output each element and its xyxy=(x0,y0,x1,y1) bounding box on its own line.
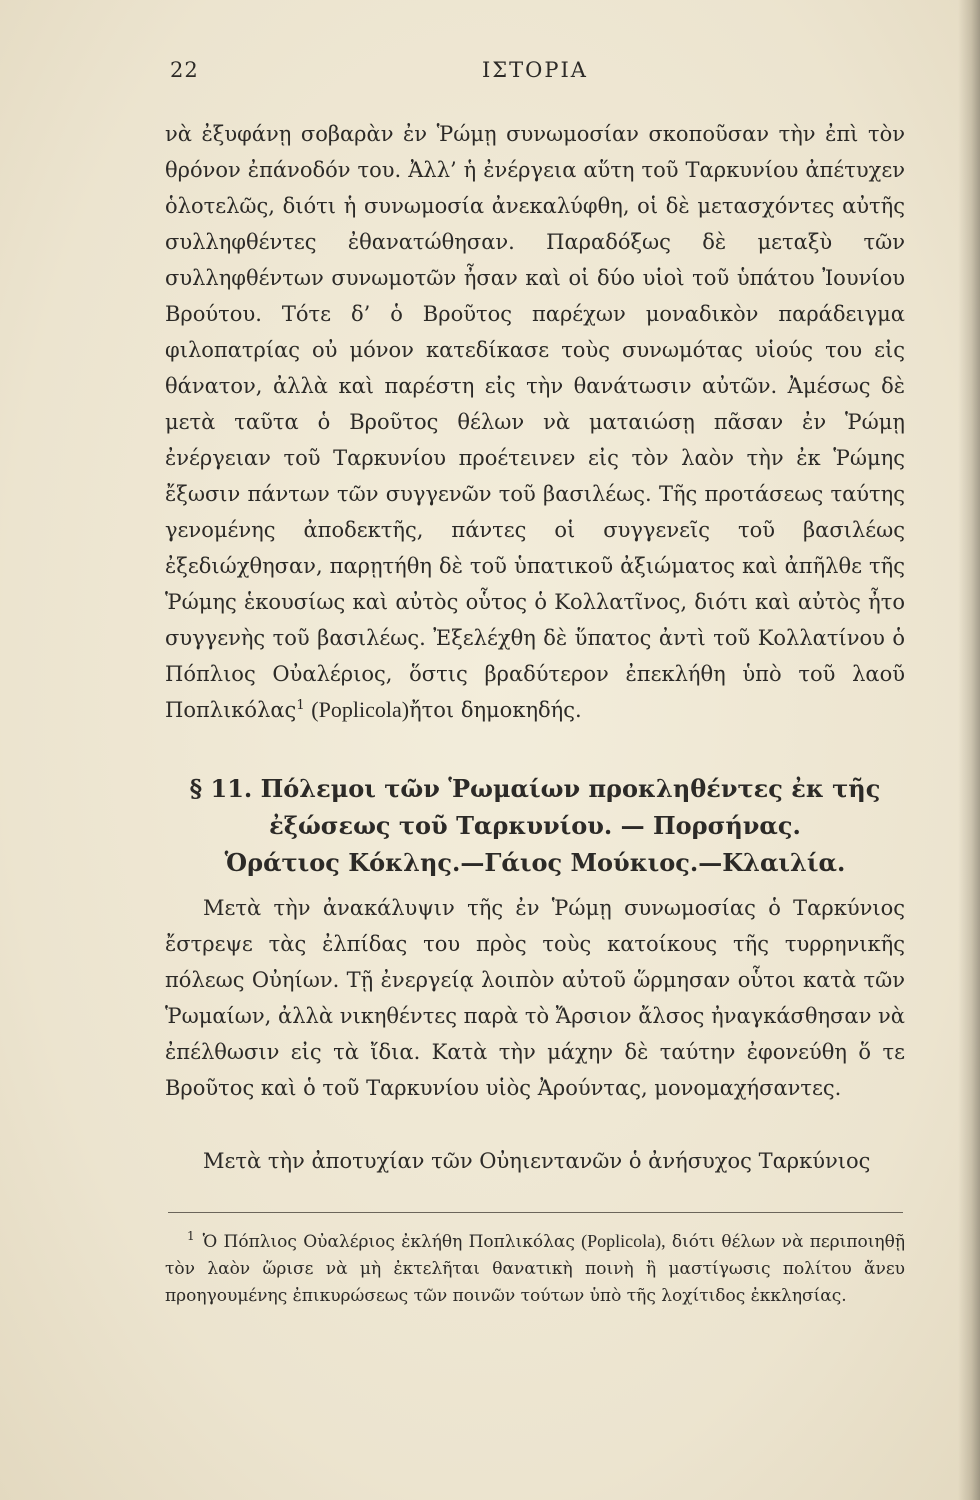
section-heading-line-1: § 11. Πόλεμοι τῶν Ῥωμαίων προκληθέντες ἐκ τῆς xyxy=(189,774,881,803)
footnote-marker: 1 xyxy=(187,1229,195,1244)
page-edge-shadow xyxy=(958,0,980,1500)
section-heading-line-2: ἐξώσεως τοῦ Ταρκυνίου. — Πορσήνας. xyxy=(269,811,801,840)
footnote-divider xyxy=(168,1212,903,1213)
page-header xyxy=(165,58,905,98)
footnote-text-start: Ὁ Πόπλιος Οὐαλέριος ἐκλήθη Ποπλικόλας xyxy=(202,1232,575,1252)
paragraph-1 xyxy=(165,116,905,728)
paragraph-2: Μετὰ τὴν ἀνακάλυψιν τῆς ἐν Ῥώμῃ συνωμοσίας ὁ Ταρκύνιος ἔστρεψε τὰς ἐλπίδας του πρὸς τοὺς κατοίκους τῆς τυρρηνικῆς πόλεως Οὐηίων. Τῇ ἐνεργείᾳ λοιπὸν αὐτοῦ ὥρμησαν οὗτοι κατὰ τῶν Ῥωμαίων, ἀλλὰ νικηθέντες παρὰ τὸ Ἄρσιον ἄλσος ἠναγκάσθησαν νὰ ἐπέλθωσιν εἰς τὰ ἴδια. Κατὰ τὴν μάχην δὲ ταύτην ἐφονεύθη ὅ τε Βροῦτος καὶ ὁ τοῦ Ταρκυνίου υἱὸς Ἀρούντας, μονομαχήσαντες. xyxy=(165,896,905,1100)
footnote xyxy=(165,1228,905,1310)
footnote-text-end: διότι θέλων νὰ περιποιηθῇ τὸν λαὸν ὥρισε νὰ μὴ ἐκτελῆται θανατικὴ ποινὴ ἢ μαστίγωσις πολίτου ἄνευ προηγουμένης ἐπικυρώσεως τῶν ποινῶν τούτων ὑπὸ τῆς λοχίτιδος ἐκκλησίας. xyxy=(165,1232,906,1306)
paragraph-3: Μετὰ τὴν ἀποτυχίαν τῶν Οὐηιεντανῶν ὁ ἀνήσυχος Ταρκύνιος xyxy=(203,1149,871,1173)
running-head: ΙΣΤΟΡΙΑ xyxy=(482,58,588,82)
section-heading xyxy=(165,770,905,881)
paragraph-1-ending: ἤτοι δημοκηδής. xyxy=(409,698,582,722)
footnote-latin-name: (Poplicola), xyxy=(581,1231,666,1251)
section-heading-line-3: Ὁράτιος Κόκλης.—Γάιος Μούκιος.—Κλαιλία. xyxy=(224,848,846,877)
paragraph-1-text: νὰ ἐξυφάνῃ σοβαρὰν ἐν Ῥώμῃ συνωμοσίαν σκοποῦσαν τὴν ἐπὶ τὸν θρόνον ἐπάνοδόν του. Ἀλλ’ ἡ ἐνέργεια αὕτη τοῦ Ταρκυνίου ἀπέτυχεν ὁλοτελῶς, διότι ἡ συνωμοσία ἀνεκαλύφθη, οἱ δὲ μετασχόντες αὐτῆς συλληφθέντες ἐθανατώθησαν. Παραδόξως δὲ μεταξὺ τῶν συλληφθέντων συνωμοτῶν ἦσαν καὶ οἱ δύο υἱοὶ τοῦ ὑπάτου Ἰουνίου Βρούτου. Τότε δ’ ὁ Βροῦτος παρέχων μοναδικὸν παράδειγμα φιλοπατρίας οὐ μόνον κατεδίκασε τοὺς συνωμότας υἱούς του εἰς θάνατον, ἀλλὰ καὶ παρέστη εἰς τὴν θανάτωσιν αὐτῶν. Ἀμέσως δὲ μετὰ ταῦτα ὁ Βροῦτος θέλων νὰ ματαιώσῃ πᾶσαν ἐν Ῥώμῃ ἐνέργειαν τοῦ Ταρκυνίου προέτεινεν εἰς τὸν λαὸν τὴν ἐκ Ῥώμης ἔξωσιν πάντων τῶν συγγενῶν τοῦ βασιλέως. Τῆς προτάσεως ταύτης γενομένης ἀποδεκτῆς, πάντες οἱ συγγενεῖς τοῦ βασιλέως ἐξεδιώχθησαν, παρῃτήθη δὲ τοῦ ὑπατικοῦ ἀξιώματος καὶ ἀπῆλθε τῆς Ῥώμης ἑκουσίως καὶ αὐτὸς οὗτος ὁ Κολλατῖνος, διότι καὶ αὐτὸς ἦτο συγγενὴς τοῦ βασιλέως. Ἐξελέχθη δὲ ὕπατος ἀντὶ τοῦ Κολλατίνου ὁ Πόπλιος Οὐαλέριος, ὅστις βραδύτερον ἐπεκλήθη ὑπὸ τοῦ λαοῦ Ποπλικόλας xyxy=(165,122,905,722)
footnote-reference: 1 xyxy=(296,698,305,713)
latin-name: (Poplicola) xyxy=(311,697,410,722)
page-number: 22 xyxy=(170,58,199,82)
